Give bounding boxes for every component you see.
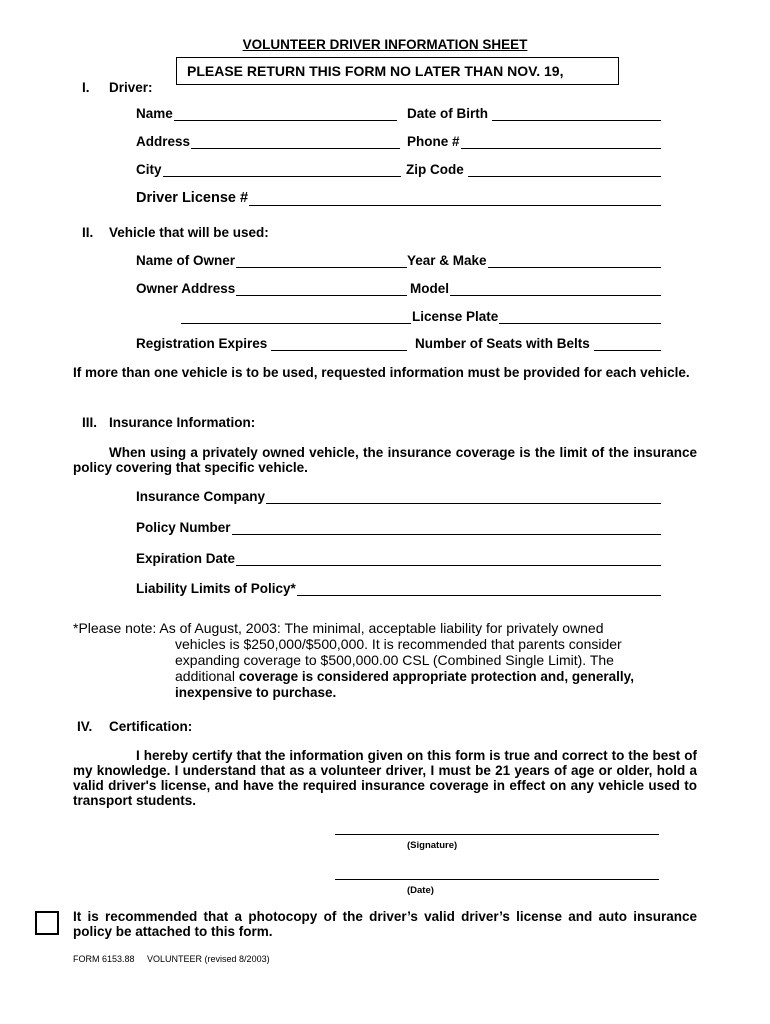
owner-address-field[interactable] [136,281,407,296]
driver-license-label: Driver License # [136,190,249,206]
signature-line[interactable] [335,834,659,835]
liability-limits-line[interactable] [297,582,661,596]
year-make-field[interactable] [407,253,661,268]
insurance-company-label: Insurance Company [136,489,266,504]
license-plate-field[interactable] [181,309,661,324]
model-field[interactable] [410,281,661,296]
registration-expires-label: Registration Expires [136,336,268,351]
city-field[interactable] [136,162,401,177]
note-line-4 [73,668,693,685]
section-4-number: IV. [77,719,93,734]
expiration-date-line[interactable] [236,552,661,566]
return-notice-box: PLEASE RETURN THIS FORM NO LATER THAN NOV. 19, [176,57,619,85]
liability-limits-label: Liability Limits of Policy* [136,581,296,596]
zip-line[interactable] [468,163,661,177]
license-plate-label: License Plate [412,309,499,324]
note-line-4b: coverage is considered appropriate protection and, generally, [238,669,634,684]
expiration-date-label: Expiration Date [136,551,236,566]
name-field[interactable] [136,106,397,121]
form-footer: FORM 6153.88 VOLUNTEER (revised 8/2003) [73,954,270,964]
owner-address-line[interactable] [236,282,407,296]
policy-number-label: Policy Number [136,520,231,535]
date-line[interactable] [335,879,659,880]
insurance-company-line[interactable] [266,490,661,504]
zip-field[interactable] [406,162,661,177]
section-4-label: Certification: [109,719,193,734]
address-field[interactable] [136,134,400,149]
owner-name-label: Name of Owner [136,253,236,268]
section-2-number: II. [82,225,94,240]
dob-label: Date of Birth [407,106,488,121]
expiration-date-field[interactable] [136,551,661,566]
city-line[interactable] [163,163,401,177]
section-1-label: Driver: [109,80,153,95]
policy-number-field[interactable] [136,520,661,535]
year-make-line[interactable] [488,254,661,268]
phone-label: Phone # [407,134,460,149]
seats-label: Number of Seats with Belts [415,336,590,351]
note-line-1: *Please note: As of August, 2003: The minimal, acceptable liability for privately owned [73,620,604,636]
seats-field[interactable] [415,336,661,351]
section-3-label: Insurance Information: [109,415,256,430]
name-line[interactable] [174,107,397,121]
year-make-label: Year & Make [407,253,487,268]
section-3-number: III. [82,415,98,430]
date-caption: (Date) [407,885,434,896]
seats-line[interactable] [594,337,661,351]
section-2-label: Vehicle that will be used: [109,225,269,240]
address-line[interactable] [191,135,400,149]
insurance-company-field[interactable] [136,489,661,504]
multi-vehicle-note: If more than one vehicle is to be used, requested information must be provided for each vehicle. [73,365,690,380]
driver-license-line[interactable] [249,192,661,206]
note-line-2: vehicles is $250,000/$500,000. It is recommended that parents consider [175,636,622,652]
certification-text: I hereby certify that the information given on this form is true and correct to the best of my knowledge. I understand that as a volunteer driver, I must be 21 years of age or older, hold a valid driver's license, and have the required insurance coverage in effect on any vehicle used to transport students. [73,748,697,808]
owner-address-label: Owner Address [136,281,236,296]
registration-expires-line[interactable] [271,337,407,351]
model-line[interactable] [450,282,661,296]
note-line-5: inexpensive to purchase. [175,685,337,700]
registration-expires-field[interactable] [136,336,407,351]
form-title: VOLUNTEER DRIVER INFORMATION SHEET [242,37,528,52]
model-label: Model [410,281,449,296]
section-1-number: I. [82,80,90,95]
note-line-3: expanding coverage to $500,000.00 CSL (Combined Single Limit). The [175,652,614,668]
policy-number-line[interactable] [232,521,661,535]
photocopy-recommendation: It is recommended that a photocopy of the driver’s valid driver’s license and auto insurance policy be attached to this form. [73,909,697,939]
owner-name-field[interactable] [136,253,407,268]
photocopy-checkbox[interactable] [35,911,59,935]
signature-caption: (Signature) [407,840,458,851]
owner-address-line-2[interactable] [181,310,411,324]
address-label: Address [136,134,191,149]
liability-limits-field[interactable] [136,581,661,596]
phone-field[interactable] [407,134,661,149]
liability-note [73,620,693,701]
insurance-intro: When using a privately owned vehicle, the insurance coverage is the limit of the insurance policy covering that specific vehicle. [73,445,697,475]
dob-line[interactable] [492,107,661,121]
zip-label: Zip Code [406,162,464,177]
note-line-4a: additional [175,668,239,684]
name-label: Name [136,106,173,121]
driver-license-field[interactable] [136,190,661,206]
phone-line[interactable] [461,135,661,149]
city-label: City [136,162,162,177]
license-plate-line[interactable] [499,310,661,324]
owner-name-line[interactable] [236,254,407,268]
dob-field[interactable] [407,106,661,121]
